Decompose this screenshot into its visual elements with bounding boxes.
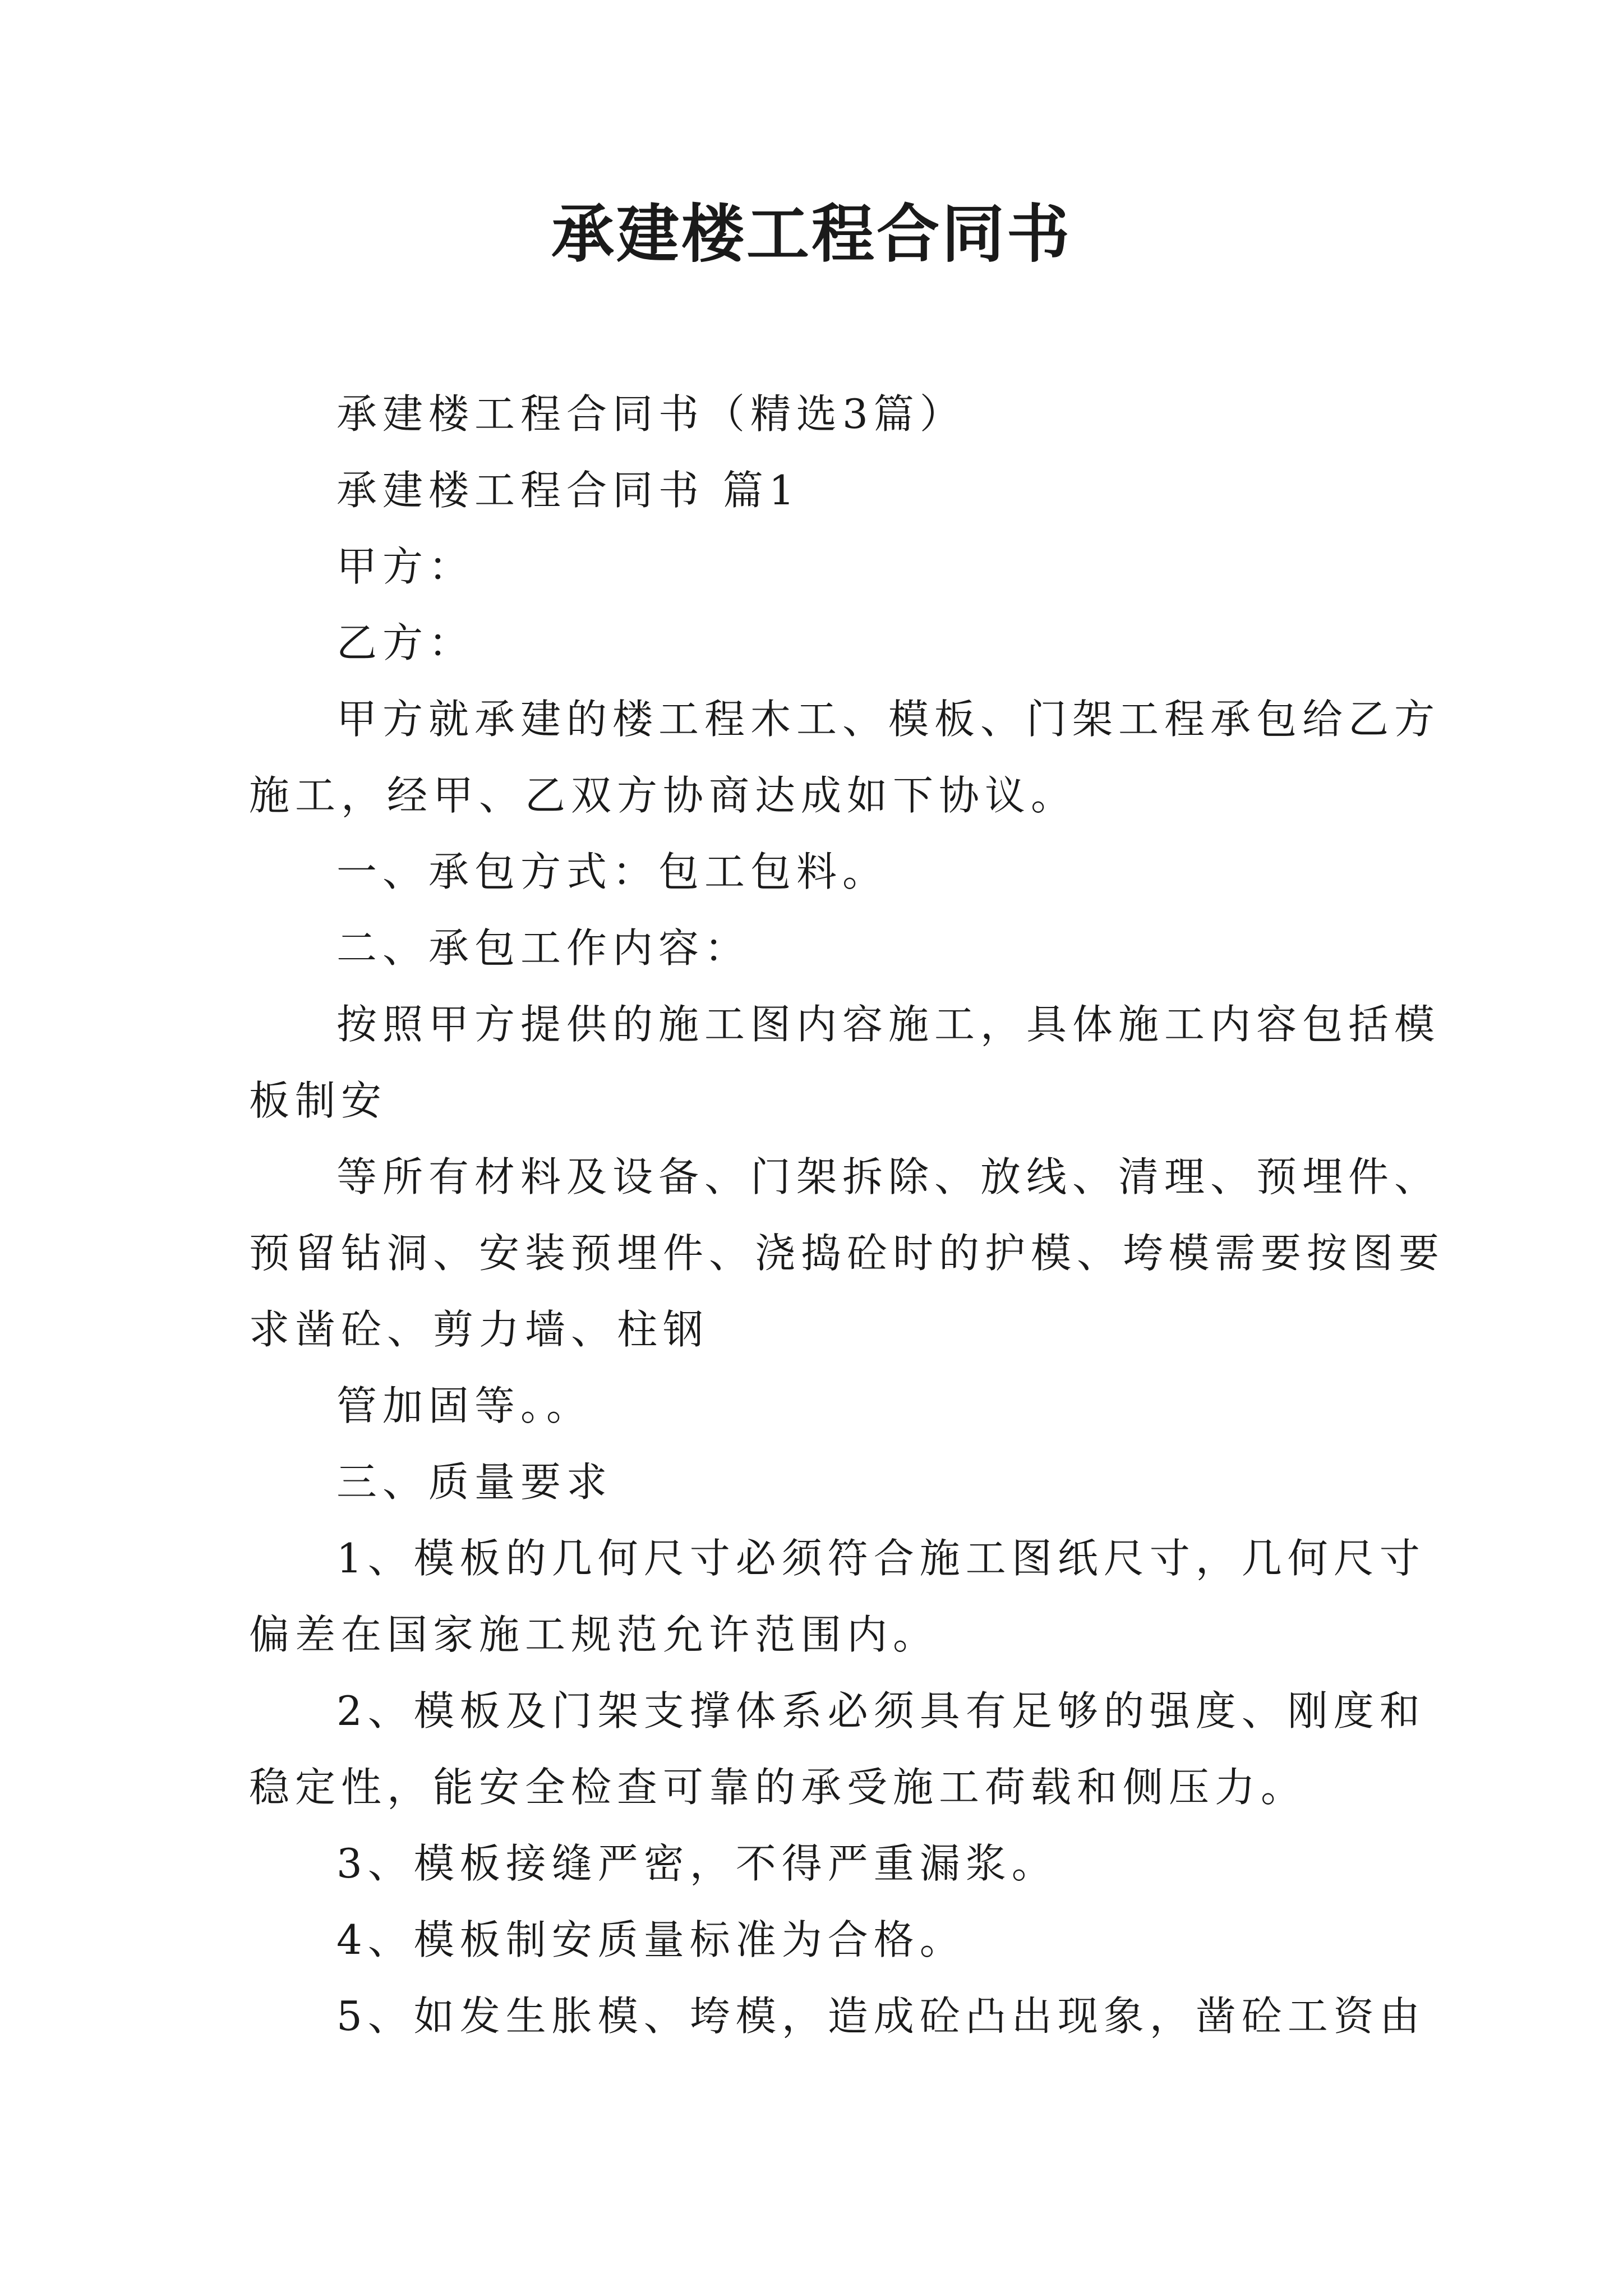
section-heading: 承建楼工程合同书 篇1 (336, 467, 800, 514)
paragraph-line: 施工，经甲、乙双方协商达成如下协议。 (249, 772, 1077, 819)
clause-heading: 二、承包工作内容： (336, 924, 751, 972)
paragraph-line: 按照甲方提供的施工图内容施工，具体施工内容包括模 (336, 1001, 1441, 1048)
list-item-line: 1、模板的几何尺寸必须符合施工图纸尺寸，几何尺寸 (336, 1535, 1426, 1582)
list-item-line: 5、如发生胀模、垮模，造成砼凸出现象，凿砼工资由 (336, 1993, 1426, 2040)
list-item-line: 4、模板制安质量标准为合格。 (336, 1916, 966, 1963)
paragraph-line: 板制安 (249, 1077, 388, 1124)
paragraph-line: 等所有材料及设备、门架拆除、放线、清理、预埋件、 (336, 1153, 1441, 1200)
list-item-line: 3、模板接缝严密，不得严重漏浆。 (336, 1840, 1058, 1887)
list-item-line: 偏差在国家施工规范允许范围内。 (249, 1611, 939, 1658)
paragraph-line: 甲方就承建的楼工程木工、模板、门架工程承包给乙方 (336, 696, 1441, 743)
paragraph-line: 管加固等。。 (336, 1382, 593, 1429)
document-title: 承建楼工程合同书 (551, 197, 1072, 271)
subtitle-line: 承建楼工程合同书（精选3篇） (336, 390, 966, 438)
list-item-line: 稳定性，能安全检查可靠的承受施工荷载和侧压力。 (249, 1764, 1307, 1811)
paragraph-line: 预留钻洞、安装预埋件、浇捣砼时的护模、垮模需要按图要 (249, 1230, 1445, 1277)
clause-heading: 三、质量要求 (336, 1458, 613, 1506)
clause-heading: 一、承包方式：包工包料。 (336, 848, 889, 895)
list-item-line: 2、模板及门架支撑体系必须具有足够的强度、刚度和 (336, 1687, 1426, 1734)
paragraph-line: 求凿砼、剪力墙、柱钢 (249, 1306, 709, 1353)
party-b-label: 乙方： (336, 619, 475, 666)
party-a-label: 甲方： (336, 543, 475, 590)
